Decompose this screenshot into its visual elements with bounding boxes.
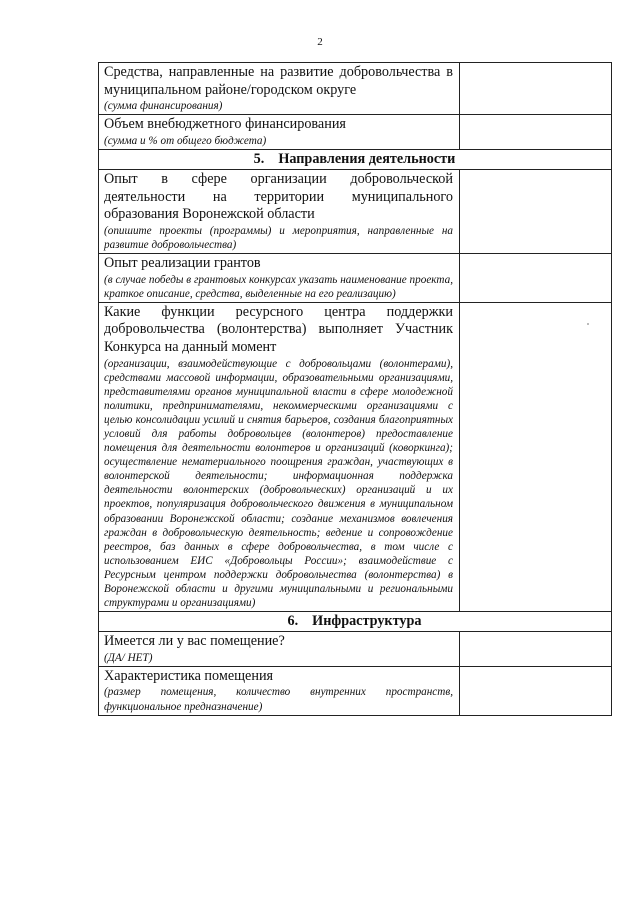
question-text: Имеется ли у вас помещение? <box>104 633 285 650</box>
question-text: Опыт реализации грантов <box>104 254 261 271</box>
table-row <box>99 63 612 115</box>
question-cell <box>99 666 460 715</box>
question-hint: (ДА/ НЕТ) <box>104 651 153 664</box>
answer-cell[interactable] <box>460 115 612 150</box>
section-6-header <box>99 612 612 632</box>
question-text: Какие функции ресурсного центра поддержки добровольчества (волонтерства) выполняет Участник Конкурса на данный момент <box>104 303 453 355</box>
question-cell <box>99 169 460 253</box>
question-text: Объем внебюджетного финансирования <box>104 116 346 133</box>
question-text: Характеристика помещения <box>104 667 274 684</box>
page-number: 2 <box>317 36 323 48</box>
table-row <box>99 632 612 667</box>
answer-cell[interactable] <box>460 253 612 302</box>
scan-speck <box>587 323 589 325</box>
answer-cell[interactable] <box>460 63 612 115</box>
answer-cell[interactable] <box>460 169 612 253</box>
section-title: Направления деятельности <box>278 150 456 167</box>
question-text: Средства, направленные на развитие добровольчества в муниципальном районе/городском округе <box>104 64 453 98</box>
question-cell <box>99 302 460 611</box>
section-number: 6. <box>287 613 299 630</box>
question-hint: (размер помещения, количество внутренних пространств, функциональное предназначение) <box>104 686 453 713</box>
section-title: Инфраструктура <box>312 613 422 630</box>
question-cell <box>99 63 460 115</box>
table-row <box>99 666 612 715</box>
question-cell <box>99 632 460 667</box>
question-hint: (в случае победы в грантовых конкурсах указать наименование проекта, краткое описание, средства, выделенные на его реализацию) <box>104 273 453 300</box>
answer-cell[interactable] <box>460 302 612 611</box>
section-header-row <box>99 149 612 169</box>
question-text: Опыт в сфере организации добровольческой деятельности на территории муниципального образования Воронежской области <box>104 170 453 223</box>
question-hint: (сумма финансирования) <box>104 100 223 113</box>
table-row <box>99 253 612 302</box>
answer-cell[interactable] <box>460 632 612 667</box>
answer-cell[interactable] <box>460 666 612 715</box>
section-number: 5. <box>253 150 265 167</box>
question-hint: (сумма и % от общего бюджета) <box>104 134 267 147</box>
question-hint: (опишите проекты (программы) и мероприятия, направленные на развитие добровольчества) <box>104 224 453 251</box>
table-row <box>99 302 612 611</box>
application-form-table <box>98 62 612 716</box>
table-row <box>99 115 612 150</box>
section-header-row <box>99 612 612 632</box>
table-row <box>99 169 612 253</box>
question-hint: (организации, взаимодействующие с добровольцами (волонтерами), средствами массовой информации, образовательными организациями, представителями органов муниципальной власти в сфере молодежной политики, предпринимателями, некоммерческими организациями с целью консолидации усилий и снятия барьеров, создания благоприятных условий для работы добровольцев (волонтеров) предоставление помещения для деятельности волонтеров и организаций (коворкинга); осуществление нематериального поощрения граждан, участвующих в волонтерской деятельности; информационная поддержка деятельности волонтерских (добровольческих) организаций и их проектов, популяризация добровольческого движения в муниципальном образовании Воронежской области; создание механизмов вовлечения граждан в добровольческую деятельность; ведение и сопровождение реестров, баз данных в сфере добровольчества, в том числе с использованием ЕИС «Добровольцы России»; взаимодействие с Ресурсным центром поддержки добровольчества (волонтерства) в Воронежской области и другими муниципальными и региональными структурами и организациями) <box>104 357 453 610</box>
section-5-header <box>99 149 612 169</box>
question-cell <box>99 115 460 150</box>
question-cell <box>99 253 460 302</box>
